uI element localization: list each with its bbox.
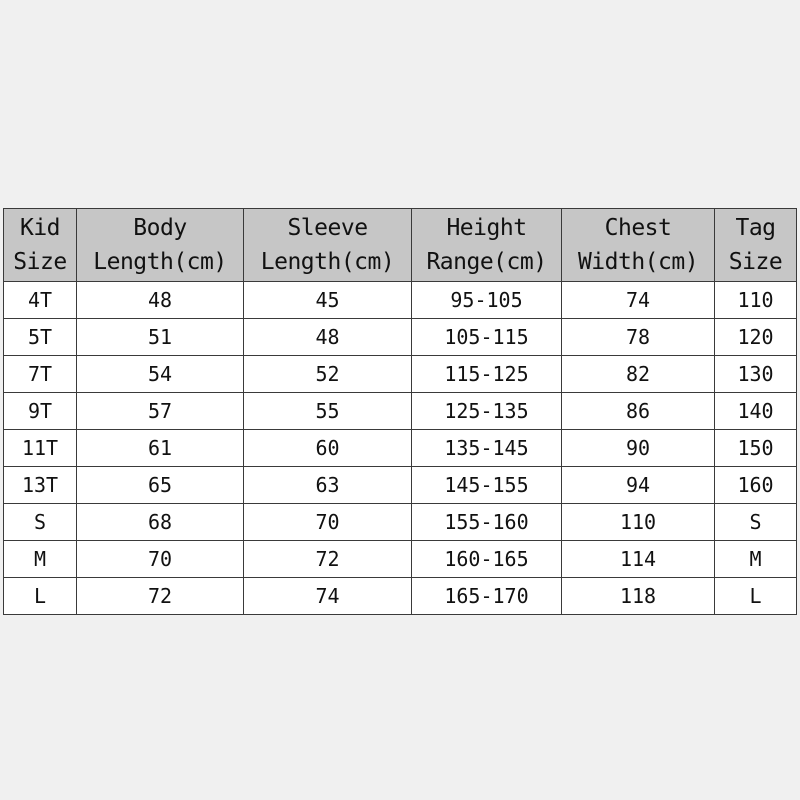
table-row <box>4 393 797 430</box>
cell-kid-size: 11T <box>4 430 77 467</box>
cell-chest-width: 90 <box>562 430 715 467</box>
header-chest-width <box>562 209 715 282</box>
cell-tag-size: 110 <box>715 282 797 319</box>
header-line: Width(cm) <box>577 249 699 275</box>
cell-kid-size: 5T <box>4 319 77 356</box>
header-line: Size <box>728 249 783 275</box>
table-row <box>4 578 797 615</box>
table-row <box>4 467 797 504</box>
size-chart-table <box>3 208 797 615</box>
cell-height-range: 115-125 <box>412 356 562 393</box>
cell-body-length: 65 <box>77 467 244 504</box>
header-line: Sleeve <box>287 215 368 241</box>
header-sleeve-length <box>244 209 412 282</box>
cell-sleeve-length: 60 <box>244 430 412 467</box>
header-height-range <box>412 209 562 282</box>
cell-tag-size: 160 <box>715 467 797 504</box>
cell-tag-size: 130 <box>715 356 797 393</box>
cell-height-range: 135-145 <box>412 430 562 467</box>
cell-body-length: 72 <box>77 578 244 615</box>
cell-body-length: 70 <box>77 541 244 578</box>
header-line: Range(cm) <box>426 249 547 275</box>
cell-height-range: 165-170 <box>412 578 562 615</box>
table-row <box>4 356 797 393</box>
cell-kid-size: 13T <box>4 467 77 504</box>
table-header <box>4 209 797 282</box>
cell-chest-width: 74 <box>562 282 715 319</box>
header-kid-size <box>4 209 77 282</box>
header-line: Chest <box>604 215 672 241</box>
cell-chest-width: 118 <box>562 578 715 615</box>
header-line: Size <box>13 249 67 275</box>
cell-body-length: 54 <box>77 356 244 393</box>
cell-height-range: 145-155 <box>412 467 562 504</box>
cell-sleeve-length: 74 <box>244 578 412 615</box>
cell-kid-size: M <box>4 541 77 578</box>
cell-body-length: 51 <box>77 319 244 356</box>
table-row <box>4 541 797 578</box>
header-line: Length(cm) <box>93 249 227 275</box>
header-row <box>4 209 797 282</box>
cell-kid-size: 7T <box>4 356 77 393</box>
header-line: Kid <box>19 215 61 241</box>
table-row <box>4 504 797 541</box>
cell-body-length: 57 <box>77 393 244 430</box>
cell-sleeve-length: 72 <box>244 541 412 578</box>
cell-kid-size: 9T <box>4 393 77 430</box>
cell-sleeve-length: 45 <box>244 282 412 319</box>
cell-height-range: 160-165 <box>412 541 562 578</box>
cell-tag-size: M <box>715 541 797 578</box>
header-line: Height <box>446 215 527 241</box>
cell-body-length: 48 <box>77 282 244 319</box>
cell-tag-size: L <box>715 578 797 615</box>
header-line: Tag <box>735 215 776 241</box>
cell-chest-width: 114 <box>562 541 715 578</box>
cell-tag-size: 140 <box>715 393 797 430</box>
cell-height-range: 105-115 <box>412 319 562 356</box>
cell-chest-width: 110 <box>562 504 715 541</box>
cell-height-range: 95-105 <box>412 282 562 319</box>
cell-chest-width: 86 <box>562 393 715 430</box>
cell-body-length: 61 <box>77 430 244 467</box>
cell-height-range: 155-160 <box>412 504 562 541</box>
cell-sleeve-length: 70 <box>244 504 412 541</box>
cell-sleeve-length: 55 <box>244 393 412 430</box>
cell-tag-size: 150 <box>715 430 797 467</box>
cell-chest-width: 78 <box>562 319 715 356</box>
header-line: Length(cm) <box>260 249 395 275</box>
cell-sleeve-length: 52 <box>244 356 412 393</box>
cell-tag-size: S <box>715 504 797 541</box>
table-row <box>4 430 797 467</box>
cell-kid-size: L <box>4 578 77 615</box>
cell-chest-width: 94 <box>562 467 715 504</box>
cell-kid-size: S <box>4 504 77 541</box>
table-row <box>4 319 797 356</box>
header-line: Body <box>133 215 187 241</box>
table-row <box>4 282 797 319</box>
cell-chest-width: 82 <box>562 356 715 393</box>
cell-body-length: 68 <box>77 504 244 541</box>
cell-sleeve-length: 63 <box>244 467 412 504</box>
header-body-length <box>77 209 244 282</box>
table-body <box>4 282 797 615</box>
cell-sleeve-length: 48 <box>244 319 412 356</box>
cell-tag-size: 120 <box>715 319 797 356</box>
cell-height-range: 125-135 <box>412 393 562 430</box>
header-tag-size <box>715 209 797 282</box>
cell-kid-size: 4T <box>4 282 77 319</box>
